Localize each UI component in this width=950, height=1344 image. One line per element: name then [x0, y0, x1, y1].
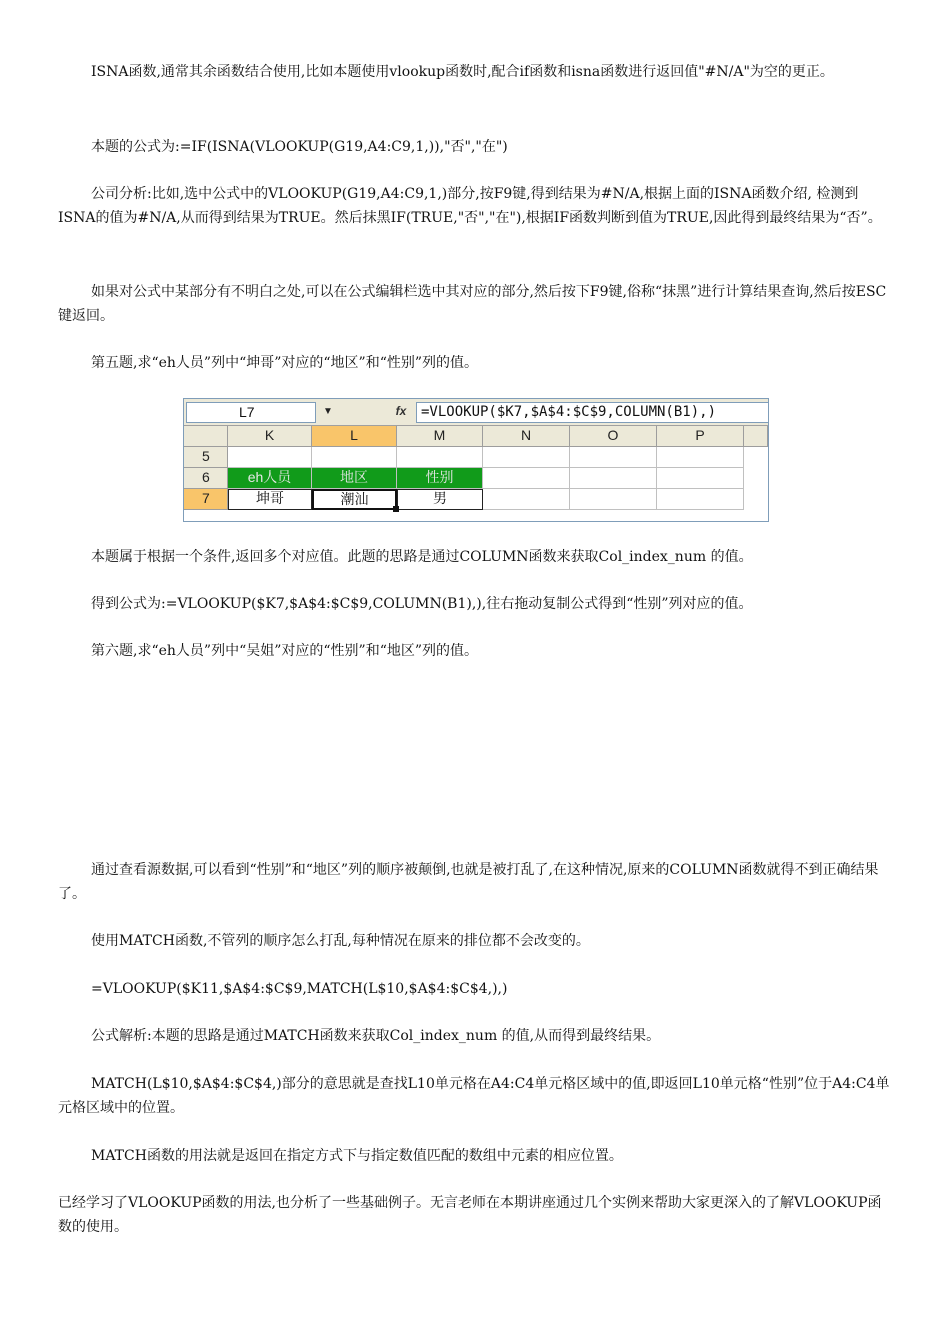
name-box[interactable] — [186, 402, 316, 423]
paragraph-question-6: 第六题,求“eh人员”列中“吴姐”对应的“性别”和“地区”列的值。 — [91, 643, 479, 659]
cell-n6[interactable] — [483, 468, 570, 489]
cell-m5[interactable] — [397, 447, 483, 468]
row-header-7[interactable]: 7 — [184, 489, 228, 510]
cell-o6[interactable] — [570, 468, 657, 489]
cell-l5[interactable] — [312, 447, 397, 468]
cell-o7[interactable] — [570, 489, 657, 510]
column-header-m[interactable]: M — [397, 426, 483, 447]
cell-k6-header-eh[interactable]: eh人员 — [228, 468, 312, 489]
row-header-6[interactable]: 6 — [184, 468, 228, 489]
column-header-o[interactable]: O — [570, 426, 657, 447]
cell-n5[interactable] — [483, 447, 570, 468]
column-header-n[interactable]: N — [483, 426, 570, 447]
paragraph-match-usage: MATCH函数的用法就是返回在指定方式下与指定数值匹配的数组中元素的相应位置。 — [91, 1148, 623, 1164]
cell-l6-header-region[interactable]: 地区 — [312, 468, 397, 489]
fill-handle[interactable] — [393, 506, 399, 512]
formula-bar — [184, 399, 768, 426]
paragraph-f9-tip: 如果对公式中某部分有不明白之处,可以在公式编辑栏选中其对应的部分,然后按下F9键,俗称“抹黑”进行计算结果查询,然后按ESC键返回。 — [58, 284, 887, 324]
paragraph-source-data: 通过查看源数据,可以看到“性别”和“地区”列的顺序被颠倒,也就是被打乱了,在这种情况,原来的COLUMN函数就得不到正确结果了。 — [58, 862, 879, 902]
cell-p5[interactable] — [657, 447, 744, 468]
column-header-k[interactable]: K — [228, 426, 312, 447]
cell-k5[interactable] — [228, 447, 312, 468]
formula-input[interactable]: =VLOOKUP($K7,$A$4:$C$9,COLUMN(B1),) — [416, 402, 769, 423]
column-header-l[interactable]: L — [312, 426, 397, 447]
column-header-next[interactable] — [744, 426, 768, 447]
fx-icon[interactable]: fx — [395, 404, 407, 418]
name-box-dropdown-icon[interactable]: ▼ — [323, 406, 333, 417]
cell-l7-selected[interactable]: 潮汕 — [312, 489, 397, 510]
paragraph-formula: 本题的公式为:=IF(ISNA(VLOOKUP(G19,A4:C9,1,)),"否","在") — [91, 139, 508, 155]
paragraph-formula-analysis: 公式解析:本题的思路是通过MATCH函数来获取Col_index_num 的值,从而得到最终结果。 — [91, 1028, 661, 1044]
paragraph-match-part: MATCH(L$10,$A$4:$C$4,)部分的意思就是查找L10单元格在A4:C4单元格区域中的值,即返回L10单元格“性别”位于A4:C4单元格区域中的位置。 — [58, 1076, 890, 1116]
select-all-corner[interactable] — [184, 426, 228, 447]
cell-m6-header-gender[interactable]: 性别 — [397, 468, 483, 489]
paragraph-formula-column: 得到公式为:=VLOOKUP($K7,$A$4:$C$9,COLUMN(B1),),往右拖动复制公式得到“性别”列对应的值。 — [91, 596, 753, 612]
paragraph-isna-intro: ISNA函数,通常其余函数结合使用,比如本题使用vlookup函数时,配合if函数和isna函数进行返回值"#N/A"为空的更正。 — [91, 64, 834, 80]
paragraph-summary: 已经学习了VLOOKUP函数的用法,也分析了一些基础例子。无言老师在本期讲座通过几个实例来帮助大家更深入的了解VLOOKUP函数的使用。 — [58, 1195, 882, 1235]
paragraph-column-approach: 本题属于根据一个条件,返回多个对应值。此题的思路是通过COLUMN函数来获取Col_index_num 的值。 — [91, 549, 753, 565]
cell-p6[interactable] — [657, 468, 744, 489]
paragraph-match-intro: 使用MATCH函数,不管列的顺序怎么打乱,每种情况在原来的排位都不会改变的。 — [91, 933, 590, 949]
cell-p7[interactable] — [657, 489, 744, 510]
paragraph-analysis: 公司分析:比如,选中公式中的VLOOKUP(G19,A4:C9,1,)部分,按F9键,得到结果为#N/A,根据上面的ISNA函数介绍, 检测到ISNA的值为#N/A,从而得到结果为TRUE。然后抹黑IF(TRUE,"否","在"),根据IF函数判断到值为TRUE,因此得到最终结果为“否”。 — [58, 186, 882, 226]
column-header-p[interactable]: P — [657, 426, 744, 447]
paragraph-formula-match: =VLOOKUP($K11,$A$4:$C$9,MATCH(L$10,$A$4:$C$4,),) — [91, 981, 508, 997]
cell-n7[interactable] — [483, 489, 570, 510]
name-box-value: L7 — [239, 404, 255, 420]
cell-m7[interactable]: 男 — [397, 489, 483, 510]
cell-k7[interactable]: 坤哥 — [228, 489, 312, 510]
paragraph-question-5: 第五题,求“eh人员”列中“坤哥”对应的“地区”和“性别”列的值。 — [91, 355, 479, 371]
spreadsheet-figure — [183, 398, 769, 522]
cell-o5[interactable] — [570, 447, 657, 468]
row-header-5[interactable]: 5 — [184, 447, 228, 468]
